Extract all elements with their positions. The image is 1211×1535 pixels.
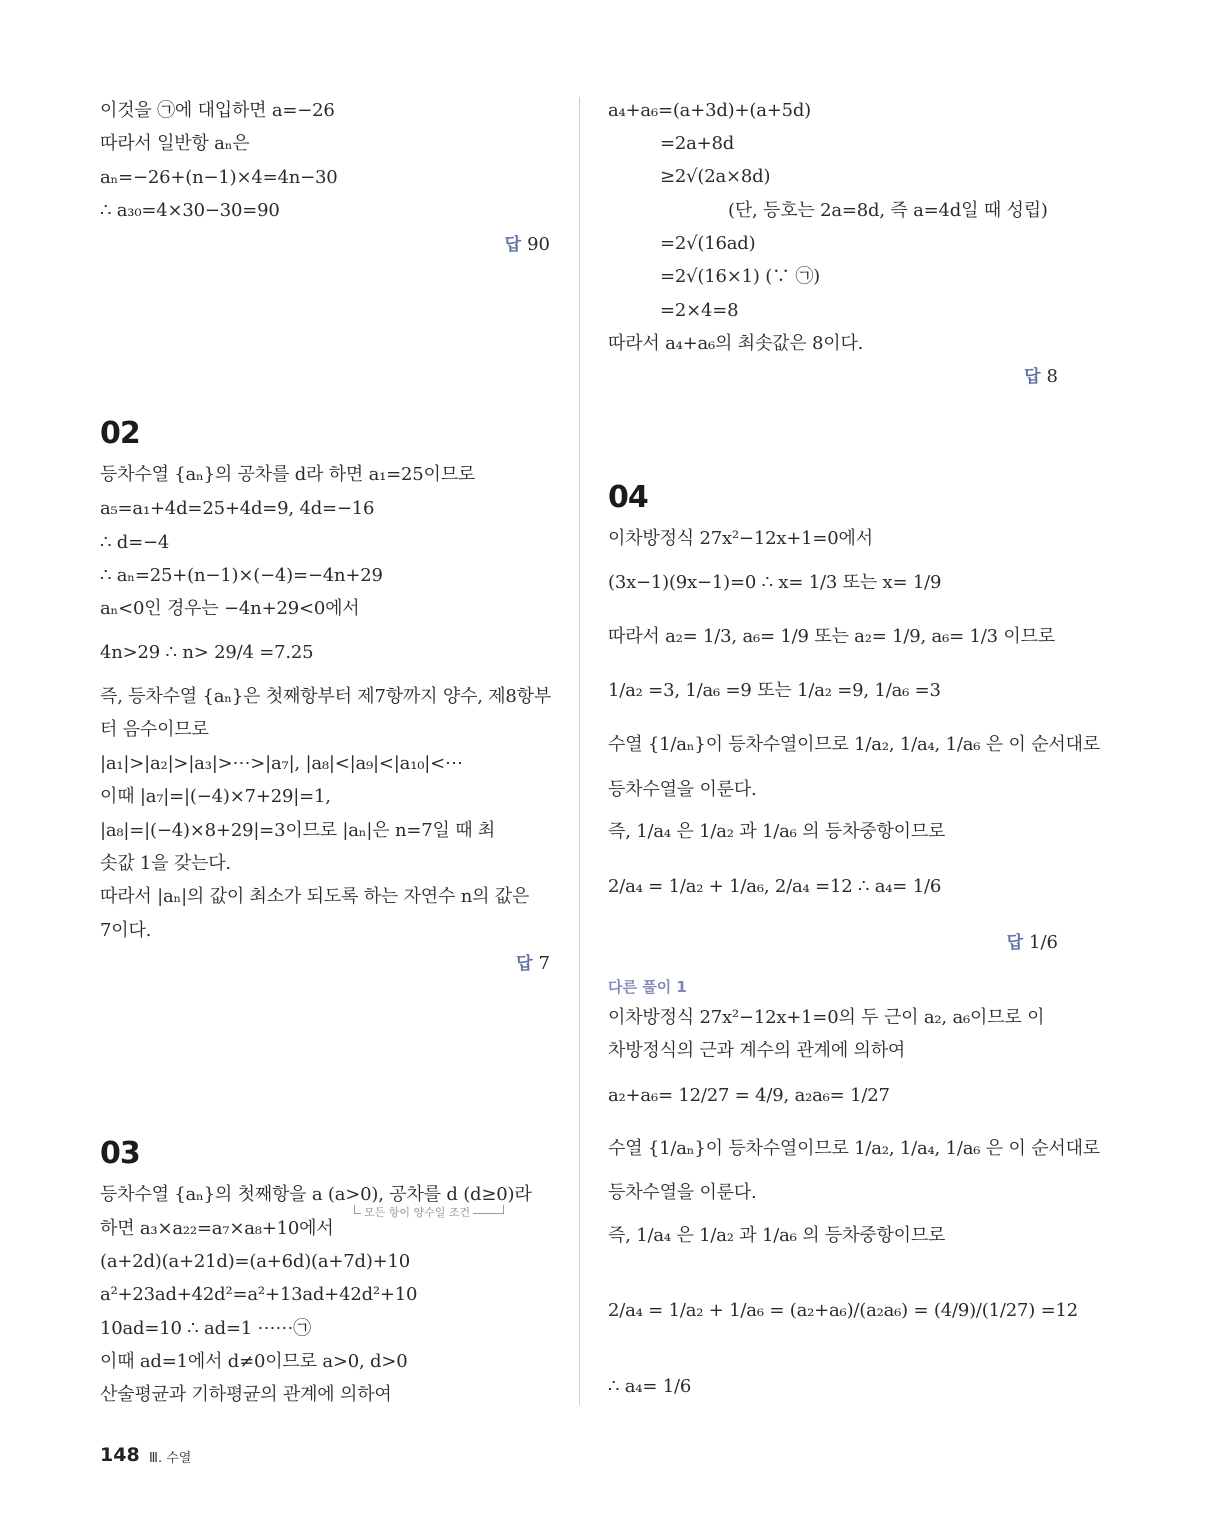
solution-line: (a+2d)(a+21d)=(a+6d)(a+7d)+10 xyxy=(100,1251,411,1272)
alt-solution-title: 다른 풀이 1 xyxy=(608,978,687,996)
answer-label: 답 xyxy=(504,235,522,255)
solution-line: 7이다. xyxy=(100,920,152,941)
solution-line: 4n>29 ∴ n> 29/4 =7.25 xyxy=(100,642,314,663)
answer-01 xyxy=(505,234,550,256)
answer-04 xyxy=(1007,932,1058,954)
solution-line: 따라서 일반항 aₙ은 xyxy=(100,133,250,154)
answer-03 xyxy=(1024,366,1058,388)
answer-value: 7 xyxy=(538,953,550,974)
solution-line: ∴ d=−4 xyxy=(100,532,170,553)
solution-line: 솟값 1을 갖는다. xyxy=(100,853,231,874)
solution-line: 수열 {1/aₙ}이 등차수열이므로 1/a₂, 1/a₄, 1/a₆ 은 이 순서대로 xyxy=(608,734,1100,755)
answer-02 xyxy=(516,953,550,975)
solution-line: 2/a₄ = 1/a₂ + 1/a₆, 2/a₄ =12 ∴ a₄= 1/6 xyxy=(608,876,942,897)
solution-line: ∴ a₄= 1/6 xyxy=(608,1376,692,1397)
solution-line: =2√(16×1) (∵ ㉠) xyxy=(660,266,820,287)
chapter-label: Ⅲ. 수열 xyxy=(149,1451,192,1466)
solution-line: 1/a₂ =3, 1/a₆ =9 또는 1/a₂ =9, 1/a₆ =3 xyxy=(608,680,941,701)
column-divider xyxy=(579,97,580,1405)
solution-line: 이때 |a₇|=|(−4)×7+29|=1, xyxy=(100,786,331,807)
solution-line: 터 음수이므로 xyxy=(100,719,209,740)
solution-line: 즉, 등차수열 {aₙ}은 첫째항부터 제7항까지 양수, 제8항부 xyxy=(100,686,552,707)
page-number: 148 xyxy=(100,1444,140,1466)
solution-line: a²+23ad+42d²=a²+13ad+42d²+10 xyxy=(100,1284,418,1305)
solution-line: 등차수열을 이룬다. xyxy=(608,1182,757,1203)
solution-line: 따라서 |aₙ|의 값이 최소가 되도록 하는 자연수 n의 값은 xyxy=(100,886,530,907)
solution-line: |a₁|>|a₂|>|a₃|>⋯>|a₇|, |a₈|<|a₉|<|a₁₀|<⋯ xyxy=(100,753,463,774)
solution-line: (단, 등호는 2a=8d, 즉 a=4d일 때 성립) xyxy=(728,200,1048,221)
solution-line: ∴ aₙ=25+(n−1)×(−4)=−4n+29 xyxy=(100,565,383,586)
solution-line: =2a+8d xyxy=(660,133,735,154)
solution-line: 10ad=10 ∴ ad=1 ⋯⋯㉠ xyxy=(100,1318,311,1339)
solution-line: 등차수열 {aₙ}의 공차를 d라 하면 a₁=25이므로 xyxy=(100,464,476,485)
solution-line: a₂+a₆= 12/27 = 4/9, a₂a₆= 1/27 xyxy=(608,1085,890,1106)
solution-line: =2×4=8 xyxy=(660,300,739,321)
solution-line: |a₈|=|(−4)×8+29|=3이므로 |aₙ|은 n=7일 때 최 xyxy=(100,820,496,841)
solution-line: 이차방정식 27x²−12x+1=0의 두 근이 a₂, a₆이므로 이 xyxy=(608,1007,1045,1028)
answer-label: 답 xyxy=(1006,933,1024,953)
condition-note: 모든 항이 양수일 조건 xyxy=(354,1205,504,1214)
solution-line: a₄+a₆=(a+3d)+(a+5d) xyxy=(608,100,812,121)
solution-line: 이것을 ㉠에 대입하면 a=−26 xyxy=(100,100,335,121)
solution-line: (3x−1)(9x−1)=0 ∴ x= 1/3 또는 x= 1/9 xyxy=(608,572,942,593)
answer-value: 90 xyxy=(527,234,550,255)
solution-line: 2/a₄ = 1/a₂ + 1/a₆ = (a₂+a₆)/(a₂a₆) = (4/9)/(1/27) =12 xyxy=(608,1300,1078,1321)
solution-line: 산술평균과 기하평균의 관계에 의하여 xyxy=(100,1384,392,1405)
solution-line: 등차수열 {aₙ}의 첫째항을 a (a>0), 공차를 d (d≥0)라 xyxy=(100,1184,532,1205)
answer-value: 8 xyxy=(1046,366,1058,387)
solution-line: 즉, 1/a₄ 은 1/a₂ 과 1/a₆ 의 등차중항이므로 xyxy=(608,821,946,842)
answer-value: 1/6 xyxy=(1029,932,1058,953)
solution-line: 이때 ad=1에서 d≠0이므로 a>0, d>0 xyxy=(100,1351,408,1372)
solution-line: aₙ<0인 경우는 −4n+29<0에서 xyxy=(100,598,360,619)
solution-line: 하면 a₃×a₂₂=a₇×a₈+10에서 xyxy=(100,1218,334,1239)
problem-number-02: 02 xyxy=(100,416,140,451)
solution-line: ∴ a₃₀=4×30−30=90 xyxy=(100,200,280,221)
problem-number-03: 03 xyxy=(100,1136,140,1171)
answer-label: 답 xyxy=(1024,367,1041,387)
solution-line: 이차방정식 27x²−12x+1=0에서 xyxy=(608,528,873,549)
solution-line: 즉, 1/a₄ 은 1/a₂ 과 1/a₆ 의 등차중항이므로 xyxy=(608,1225,946,1246)
solution-line: =2√(16ad) xyxy=(660,233,756,254)
solution-line: ≥2√(2a×8d) xyxy=(660,166,771,187)
solution-line: 차방정식의 근과 계수의 관계에 의하여 xyxy=(608,1040,906,1061)
solution-line: 등차수열을 이룬다. xyxy=(608,779,757,800)
solution-line: 따라서 a₄+a₆의 최솟값은 8이다. xyxy=(608,333,864,354)
answer-label: 답 xyxy=(516,954,533,974)
problem-number-04: 04 xyxy=(608,480,648,515)
solution-line: aₙ=−26+(n−1)×4=4n−30 xyxy=(100,167,338,188)
solution-line: 수열 {1/aₙ}이 등차수열이므로 1/a₂, 1/a₄, 1/a₆ 은 이 순서대로 xyxy=(608,1138,1100,1159)
solution-line: 따라서 a₂= 1/3, a₆= 1/9 또는 a₂= 1/9, a₆= 1/3 이므로 xyxy=(608,626,1055,647)
solution-line: a₅=a₁+4d=25+4d=9, 4d=−16 xyxy=(100,498,375,519)
